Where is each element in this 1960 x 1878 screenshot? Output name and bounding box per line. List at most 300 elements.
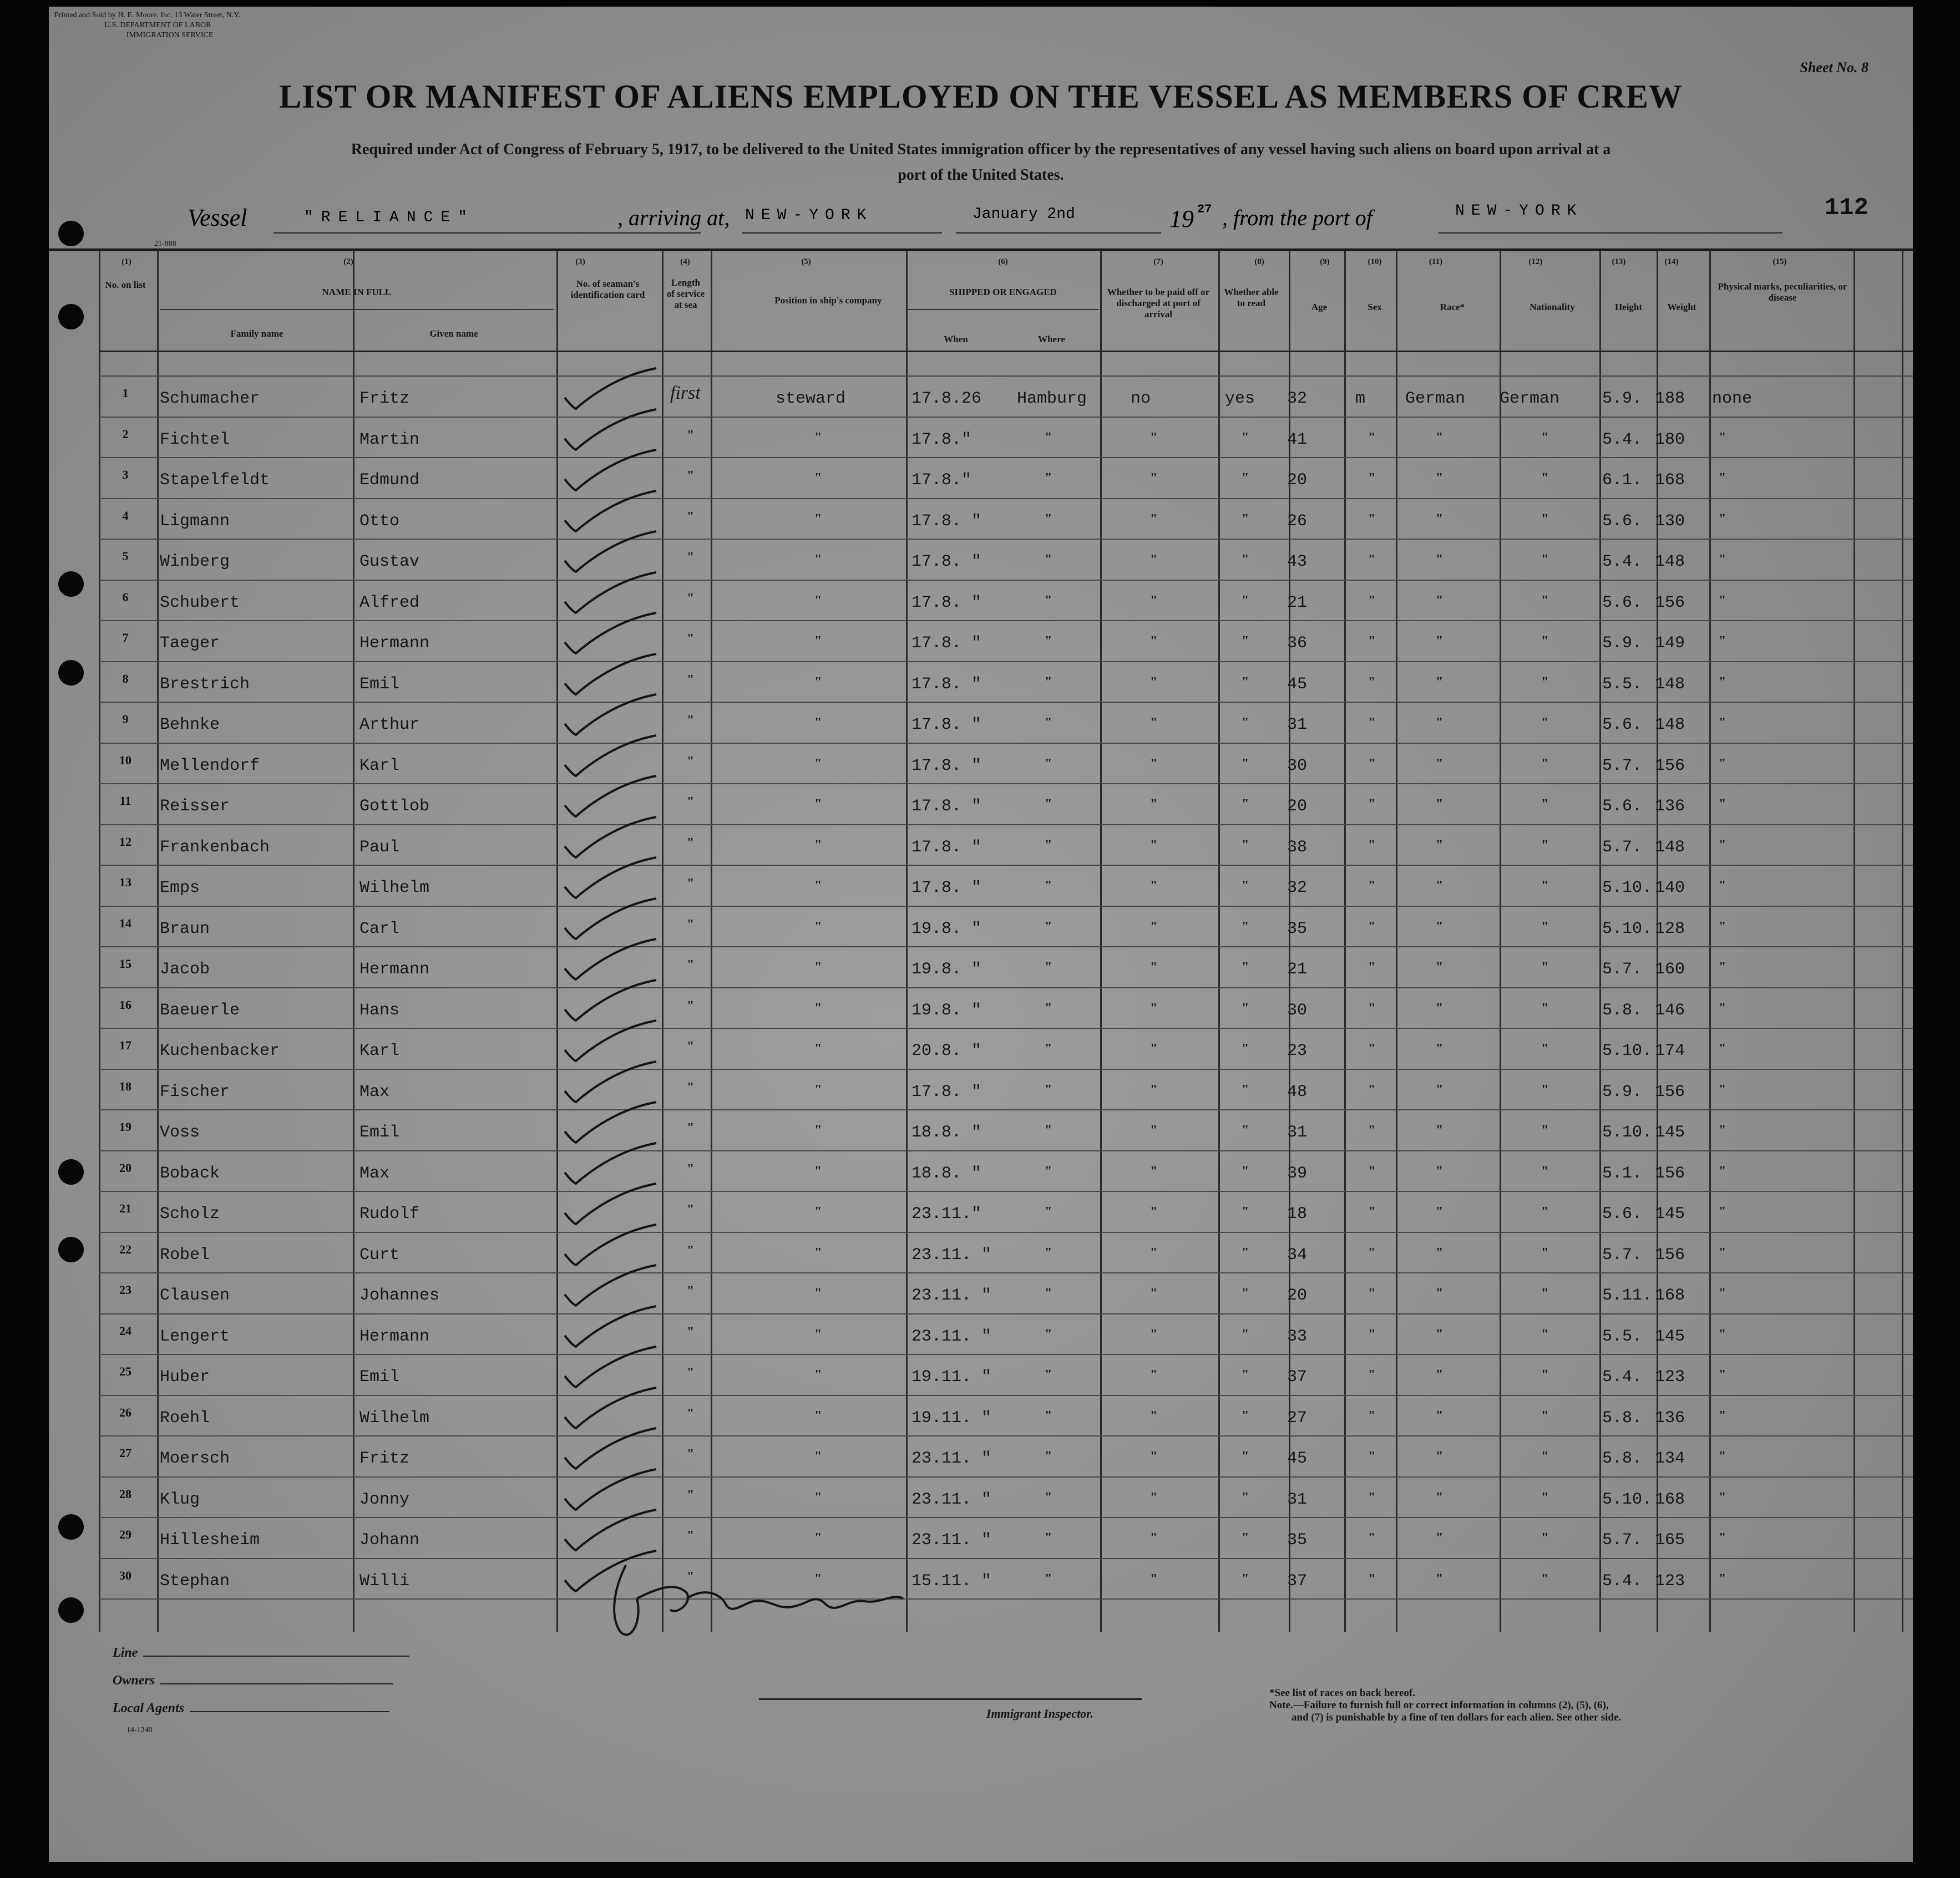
col-num-12: (12)	[1528, 257, 1543, 266]
race: "	[1436, 511, 1444, 526]
age: 38	[1287, 838, 1308, 857]
row-rule	[99, 783, 1913, 784]
sheet-number-value: 8	[1861, 59, 1868, 75]
weight: 148	[1655, 715, 1685, 734]
given-name: Max	[359, 1082, 390, 1102]
length-of-service: "	[687, 1406, 695, 1421]
position: "	[814, 1286, 822, 1301]
shipped-when: 17.8. "	[911, 756, 982, 775]
able-to-read: "	[1242, 1449, 1249, 1464]
race: "	[1436, 1245, 1444, 1260]
age: 34	[1287, 1245, 1308, 1265]
arrival-date: January 2nd	[973, 206, 1075, 223]
vessel-label: Vessel	[188, 204, 247, 231]
nationality: German	[1500, 389, 1560, 408]
weight: 156	[1655, 1164, 1685, 1183]
col-num-6: (6)	[998, 257, 1008, 266]
col-num-3: (3)	[575, 257, 585, 266]
race: "	[1436, 797, 1444, 811]
age: 35	[1287, 919, 1308, 938]
height: 5.8.	[1602, 1449, 1643, 1468]
shipped-when: 23.11. "	[911, 1245, 992, 1265]
physical-marks: "	[1719, 1164, 1726, 1179]
weight: 160	[1655, 960, 1685, 979]
height: 5.4.	[1602, 552, 1643, 571]
header-bottom-rule	[99, 351, 1913, 352]
length-of-service: "	[687, 1284, 695, 1298]
length-of-service: "	[687, 1447, 695, 1461]
arriving-label: , arriving at,	[617, 205, 730, 230]
sex: m	[1355, 389, 1366, 408]
able-to-read: "	[1242, 1082, 1249, 1097]
paid-off: "	[1150, 593, 1158, 608]
position: "	[814, 1042, 822, 1056]
physical-marks: "	[1719, 838, 1726, 852]
binder-hole	[58, 1237, 84, 1262]
shipped-when: 23.11."	[911, 1205, 982, 1224]
age: 30	[1287, 1001, 1308, 1020]
header-id-card: No. of seaman's identification card	[570, 278, 645, 300]
row-rule	[99, 1150, 1913, 1151]
shipped-when: 23.11. "	[911, 1327, 992, 1346]
physical-marks: "	[1719, 919, 1726, 934]
shipped-where: "	[1045, 1164, 1052, 1179]
length-of-service: "	[687, 1324, 695, 1339]
able-to-read: "	[1242, 960, 1249, 974]
given-name: Wilhelm	[359, 1408, 430, 1428]
paid-off: "	[1150, 960, 1158, 974]
length-of-service: "	[687, 1569, 695, 1584]
arriving-port: NEW-YORK	[745, 207, 873, 224]
row-rule	[99, 1313, 1913, 1314]
given-name: Fritz	[359, 389, 410, 408]
paid-off: "	[1150, 838, 1158, 852]
shipped-where: "	[1045, 430, 1052, 445]
given-name: Hermann	[359, 634, 430, 653]
height: 5.7.	[1602, 960, 1643, 979]
height: 5.5.	[1602, 674, 1643, 694]
given-name: Alfred	[359, 593, 420, 612]
height: 5.1.	[1602, 1164, 1643, 1183]
family-name: Huber	[160, 1368, 210, 1387]
race: "	[1436, 1001, 1444, 1016]
nationality: "	[1541, 756, 1549, 771]
row-number: 28	[119, 1486, 131, 1501]
binder-hole	[58, 1514, 84, 1540]
header-top-rule	[49, 248, 1913, 251]
age: 31	[1287, 1490, 1308, 1509]
position: "	[814, 430, 822, 445]
position: "	[814, 1082, 822, 1097]
given-name: Gottlob	[359, 797, 430, 816]
shipped-when: 17.8. "	[911, 593, 982, 612]
row-rule	[99, 865, 1913, 866]
able-to-read: "	[1242, 1205, 1249, 1219]
shipped-where: "	[1045, 1205, 1052, 1219]
nationality: "	[1541, 1042, 1549, 1056]
weight: 123	[1655, 1368, 1685, 1387]
able-to-read: "	[1242, 634, 1249, 648]
age: 27	[1287, 1408, 1308, 1428]
paid-off: "	[1150, 511, 1158, 526]
able-to-read: "	[1242, 756, 1249, 771]
able-to-read: "	[1242, 1490, 1249, 1505]
physical-marks: "	[1719, 715, 1726, 730]
able-to-read: "	[1242, 430, 1249, 445]
row-number: 15	[119, 957, 131, 971]
shipped-when: 17.8. "	[911, 1082, 982, 1102]
weight: 148	[1655, 552, 1685, 571]
row-rule	[99, 1191, 1913, 1192]
header-given-name: Given name	[429, 328, 478, 339]
header-able-read: Whether able to read	[1224, 287, 1279, 308]
nationality: "	[1541, 1205, 1549, 1219]
able-to-read: "	[1242, 797, 1249, 811]
col-num-9: (9)	[1320, 257, 1330, 266]
given-name: Otto	[359, 511, 400, 531]
height: 5.9.	[1602, 389, 1643, 408]
col-num-4: (4)	[680, 257, 690, 266]
race: "	[1436, 1368, 1444, 1382]
age: 20	[1287, 1286, 1308, 1305]
age: 35	[1287, 1531, 1308, 1550]
family-name: Ligmann	[160, 511, 230, 531]
given-name: Willi	[359, 1571, 410, 1591]
sheet-number-label: Sheet No.	[1800, 59, 1858, 75]
row-number: 21	[119, 1201, 131, 1215]
sex: "	[1368, 1123, 1376, 1138]
header-weight: Weight	[1667, 302, 1696, 312]
department-line: U.S. DEPARTMENT OF LABOR	[104, 21, 211, 29]
family-name: Jacob	[160, 960, 210, 979]
length-of-service: "	[687, 591, 695, 606]
col-num-10: (10)	[1368, 257, 1382, 266]
weight: 156	[1655, 593, 1685, 612]
page-number: 112	[1824, 194, 1868, 222]
physical-marks: "	[1719, 593, 1726, 608]
paid-off: "	[1150, 1001, 1158, 1016]
footer-line-rule	[143, 1656, 409, 1657]
row-rule	[99, 580, 1913, 581]
position: "	[814, 511, 822, 526]
shipped-when: 17.8. "	[911, 674, 982, 694]
shipped-when: 18.8. "	[911, 1164, 982, 1183]
length-of-service: "	[687, 835, 695, 850]
nationality: "	[1541, 879, 1549, 893]
row-number: 22	[119, 1242, 131, 1256]
weight: 146	[1655, 1001, 1685, 1020]
nationality: "	[1541, 919, 1549, 934]
able-to-read: "	[1242, 919, 1249, 934]
height: 5.10.	[1602, 879, 1653, 897]
header-name-in-full: NAME IN FULL	[322, 287, 392, 297]
row-number: 1	[122, 386, 129, 400]
weight: 145	[1655, 1205, 1685, 1224]
age: 20	[1287, 797, 1308, 816]
shipped-where: "	[1045, 1368, 1052, 1382]
sex: "	[1368, 879, 1376, 893]
paid-off: "	[1150, 1123, 1158, 1138]
shipped-when: 17.8.26	[911, 389, 982, 408]
able-to-read: "	[1242, 1286, 1249, 1301]
position: "	[814, 674, 822, 689]
position: "	[814, 552, 822, 567]
nationality: "	[1541, 1531, 1549, 1545]
given-name: Karl	[359, 756, 400, 775]
physical-marks: "	[1719, 1042, 1726, 1056]
header-position: Position in ship's company	[774, 295, 882, 306]
sex: "	[1368, 1205, 1376, 1219]
shipped-when: 19.8. "	[911, 960, 982, 979]
length-of-service: "	[687, 958, 695, 972]
col-num-2: (2)	[343, 257, 353, 266]
length-of-service: "	[687, 754, 695, 769]
row-rule	[99, 498, 1913, 499]
binder-hole	[58, 1597, 84, 1623]
header-shipped: SHIPPED OR ENGAGED	[949, 287, 1057, 297]
family-name: Taeger	[160, 634, 220, 653]
family-name: Klug	[160, 1490, 200, 1509]
shipped-where: "	[1045, 879, 1052, 893]
footer-agents-field	[113, 1701, 389, 1716]
position: "	[814, 1368, 822, 1382]
race: "	[1436, 838, 1444, 852]
shipped-where: "	[1045, 1123, 1052, 1138]
header-no-on-list: No. on list	[105, 280, 146, 290]
weight: 145	[1655, 1123, 1685, 1142]
manifest-sheet	[49, 7, 1913, 1862]
inspector-label: Immigrant Inspector.	[986, 1707, 1094, 1720]
race: German	[1405, 389, 1466, 408]
able-to-read: "	[1242, 715, 1249, 730]
row-rule	[99, 1558, 1913, 1559]
shipped-when: 20.8. "	[911, 1042, 982, 1060]
position: "	[814, 1571, 822, 1586]
subtitle-line-1: Required under Act of Congress of February 5, 1917, to be delivered to the United States immigration officer by the representatives of any vessel having such aliens on board upon arrival at a	[351, 141, 1611, 158]
physical-marks: "	[1719, 1368, 1726, 1382]
physical-marks: "	[1719, 1327, 1726, 1342]
year-prefix: 19	[1169, 205, 1194, 232]
from-rule	[1439, 220, 1782, 234]
footer-line-field	[113, 1646, 409, 1661]
col-num-1: (1)	[121, 257, 131, 266]
shipped-where: "	[1045, 1531, 1052, 1545]
length-of-service: "	[687, 672, 695, 687]
physical-marks: "	[1719, 1490, 1726, 1505]
shipped-when: 23.11. "	[911, 1531, 992, 1550]
family-name: Schubert	[160, 593, 240, 612]
given-name: Johann	[359, 1531, 420, 1550]
physical-marks: "	[1719, 1286, 1726, 1301]
able-to-read: "	[1242, 674, 1249, 689]
header-family-name: Family name	[230, 328, 283, 339]
race: "	[1436, 1449, 1444, 1464]
weight: 136	[1655, 1408, 1685, 1428]
able-to-read: "	[1242, 593, 1249, 608]
shipped-when: 19.11. "	[911, 1368, 992, 1387]
row-rule	[99, 1517, 1913, 1518]
position: "	[814, 1205, 822, 1219]
row-number: 13	[119, 875, 131, 889]
shipped-where: "	[1045, 471, 1052, 485]
sex: "	[1368, 511, 1376, 526]
family-name: Fichtel	[160, 430, 230, 449]
paid-off: "	[1150, 1286, 1158, 1301]
shipped-when: 23.11. "	[911, 1490, 992, 1509]
shipped-where: "	[1045, 1490, 1052, 1505]
age: 33	[1287, 1327, 1308, 1346]
physical-marks: "	[1719, 674, 1726, 689]
length-of-service: "	[687, 1366, 695, 1380]
row-rule	[99, 1476, 1913, 1478]
paid-off: no	[1131, 389, 1151, 408]
shipped-when: 17.8. "	[911, 879, 982, 897]
family-name: Clausen	[160, 1286, 230, 1305]
length-of-service: "	[687, 1080, 695, 1095]
race: "	[1436, 919, 1444, 934]
family-name: Voss	[160, 1123, 200, 1142]
age: 36	[1287, 634, 1308, 653]
header-paid-off: Whether to be paid off or discharged at port of arrival	[1107, 287, 1210, 319]
header-sex: Sex	[1368, 302, 1382, 312]
length-of-service: first	[670, 383, 701, 403]
height: 5.5.	[1602, 1327, 1643, 1346]
height: 5.6.	[1602, 511, 1643, 531]
sex: "	[1368, 1327, 1376, 1342]
sex: "	[1368, 838, 1376, 852]
height: 5.9.	[1602, 634, 1643, 653]
nationality: "	[1541, 1164, 1549, 1179]
race: "	[1436, 1408, 1444, 1423]
position: "	[814, 715, 822, 730]
row-number: 11	[119, 794, 131, 808]
able-to-read: "	[1242, 1245, 1249, 1260]
position: "	[814, 1531, 822, 1545]
shipped-where: "	[1045, 838, 1052, 852]
race: "	[1436, 1327, 1444, 1342]
paid-off: "	[1150, 797, 1158, 811]
position: "	[814, 471, 822, 485]
length-of-service: "	[687, 509, 695, 524]
family-name: Stapelfeldt	[160, 471, 270, 490]
col-num-13: (13)	[1612, 257, 1626, 266]
sex: "	[1368, 1408, 1376, 1423]
row-number: 25	[119, 1364, 131, 1378]
sex: "	[1368, 756, 1376, 771]
position: "	[814, 797, 822, 811]
physical-marks: "	[1719, 1408, 1726, 1423]
race: "	[1436, 1123, 1444, 1138]
nationality: "	[1541, 674, 1549, 689]
weight: 156	[1655, 1082, 1685, 1102]
footer-form-code: 14-1240	[126, 1726, 153, 1734]
row-rule	[99, 539, 1913, 540]
race: "	[1436, 1042, 1444, 1056]
row-number: 3	[122, 468, 129, 481]
length-of-service: "	[687, 1529, 695, 1543]
shipped-where: "	[1045, 1082, 1052, 1097]
height: 5.4.	[1602, 1571, 1643, 1591]
row-number: 17	[119, 1038, 131, 1052]
row-number: 19	[119, 1120, 131, 1134]
row-rule	[99, 906, 1913, 907]
row-number: 4	[122, 508, 129, 522]
weight: 149	[1655, 634, 1685, 653]
binder-hole	[58, 660, 84, 686]
sex: "	[1368, 1531, 1376, 1545]
age: 20	[1287, 471, 1308, 490]
publisher-line: Printed and Sold by H. E. Moore, Inc. 13 Water Street, N.Y.	[54, 11, 241, 19]
nationality: "	[1541, 471, 1549, 485]
sex: "	[1368, 1001, 1376, 1016]
age: 37	[1287, 1571, 1308, 1591]
able-to-read: "	[1242, 471, 1249, 485]
sex: "	[1368, 634, 1376, 648]
age: 32	[1287, 879, 1308, 897]
shipped-where: "	[1045, 960, 1052, 974]
paid-off: "	[1150, 1164, 1158, 1179]
footer-owners-rule	[160, 1683, 393, 1684]
height: 5.4.	[1602, 430, 1643, 449]
header-when: When	[944, 334, 968, 344]
length-of-service: "	[687, 917, 695, 932]
age: 30	[1287, 756, 1308, 775]
paid-off: "	[1150, 715, 1158, 730]
shipped-when: 17.8."	[911, 471, 972, 490]
row-number: 20	[119, 1160, 131, 1175]
weight: 180	[1655, 430, 1685, 449]
inspector-rule	[759, 1698, 1142, 1700]
manifest-title: LIST OR MANIFEST OF ALIENS EMPLOYED ON THE VESSEL AS MEMBERS OF CREW	[279, 78, 1683, 115]
paid-off: "	[1150, 1368, 1158, 1382]
given-name: Hans	[359, 1001, 400, 1020]
sex: "	[1368, 1082, 1376, 1097]
height: 5.6.	[1602, 593, 1643, 612]
given-name: Edmund	[359, 471, 420, 490]
shipped-when: 17.8. "	[911, 838, 982, 857]
race: "	[1436, 879, 1444, 893]
family-name: Brestrich	[160, 674, 250, 694]
physical-marks: "	[1719, 1571, 1726, 1586]
age: 18	[1287, 1205, 1308, 1224]
given-name: Rudolf	[359, 1205, 420, 1224]
weight: 174	[1655, 1042, 1685, 1060]
row-number: 23	[119, 1283, 131, 1297]
footer-owners-field	[113, 1673, 393, 1688]
age: 32	[1287, 389, 1308, 408]
nationality: "	[1541, 960, 1549, 974]
age: 31	[1287, 1123, 1308, 1142]
row-number: 10	[119, 753, 131, 767]
age: 26	[1287, 511, 1308, 531]
length-of-service: "	[687, 632, 695, 646]
footer-note-1: *See list of races on back hereof.	[1269, 1687, 1415, 1699]
age: 45	[1287, 1449, 1308, 1468]
nationality: "	[1541, 1286, 1549, 1301]
race: "	[1436, 674, 1444, 689]
given-name: Martin	[359, 430, 420, 449]
shipped-when: 17.8. "	[911, 797, 982, 816]
nationality: "	[1541, 1449, 1549, 1464]
row-rule	[99, 946, 1913, 947]
nationality: "	[1541, 1327, 1549, 1342]
row-rule	[99, 1109, 1913, 1110]
binder-hole	[58, 304, 84, 329]
row-number: 7	[122, 631, 129, 644]
position: "	[814, 1490, 822, 1505]
weight: 168	[1655, 1286, 1685, 1305]
family-name: Robel	[160, 1245, 210, 1265]
